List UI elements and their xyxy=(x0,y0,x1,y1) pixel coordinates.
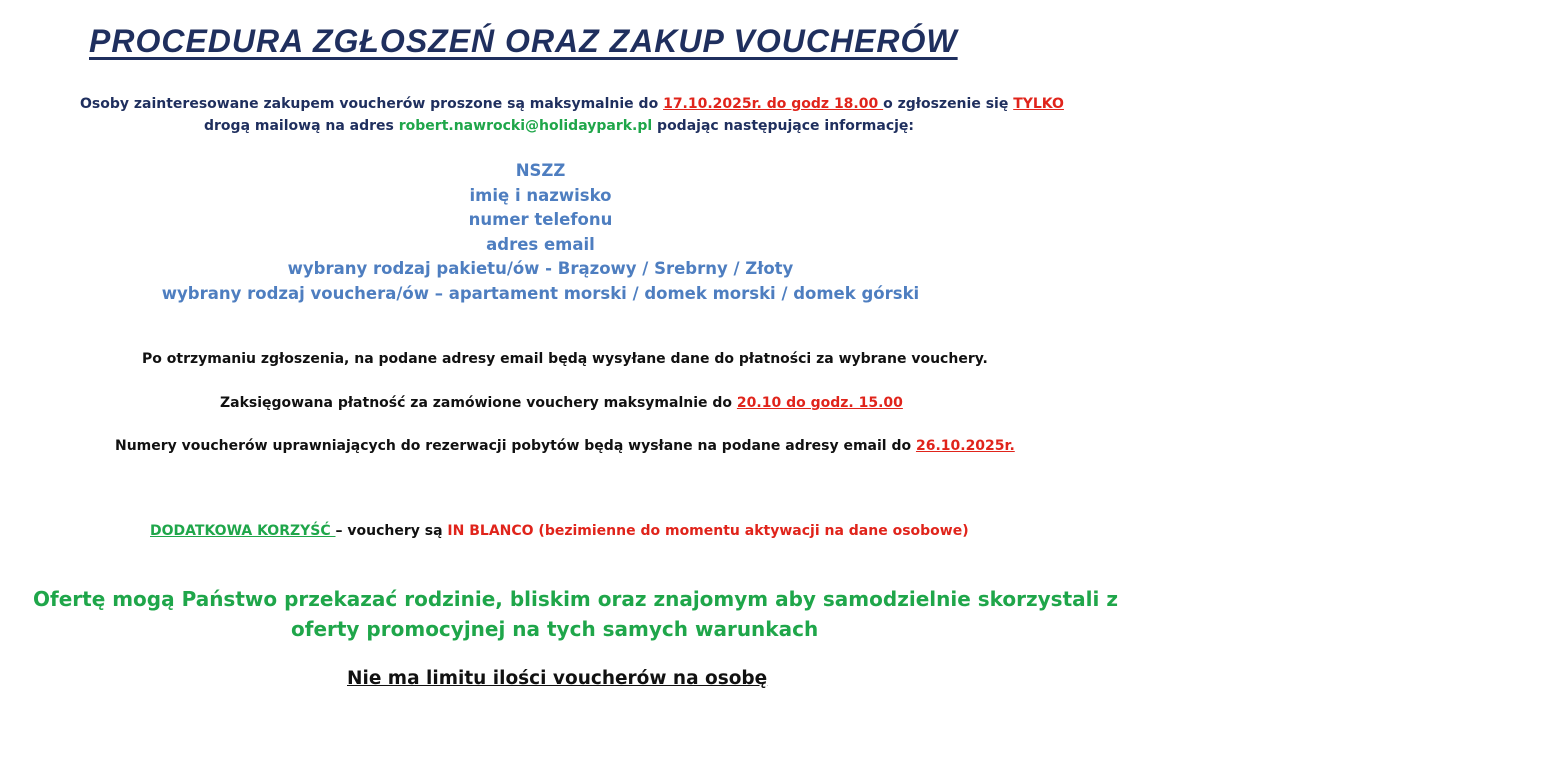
benefit-highlight: IN BLANCO (bezimienne do momentu aktywacji na dane osobowe) xyxy=(447,523,969,539)
payment-info: Po otrzymaniu zgłoszenia, na podane adresy email będą wysyłane dane do płatności za wybrane vouchery. xyxy=(142,351,988,367)
voucher-numbers-text: Numery voucherów uprawniających do rezerwacji pobytów będą wysłane na podane adresy email do xyxy=(115,438,916,454)
intro-emphasis: TYLKO xyxy=(1013,96,1064,112)
registration-deadline: 17.10.2025r. do godz 18.00 xyxy=(663,96,884,112)
page-title: PROCEDURA ZGŁOSZEŃ ORAZ ZAKUP VOUCHERÓW xyxy=(89,23,958,59)
info-item-name: imię i nazwisko xyxy=(469,186,612,205)
info-item-phone: numer telefonu xyxy=(468,210,613,229)
intro-text-2: drogą mailową na adres xyxy=(204,118,399,134)
intro-line-2 xyxy=(204,118,1404,134)
info-item-voucher-type: wybrany rodzaj vouchera/ów – apartament morski / domek morski / domek górski xyxy=(161,284,920,303)
intro-text-suffix: o zgłoszenie się xyxy=(883,96,1014,112)
info-item-nszz: NSZZ xyxy=(515,161,566,180)
no-limit-note: Nie ma limitu ilości voucherów na osobę xyxy=(347,668,768,689)
offer-line-1: Ofertę mogą Państwo przekazać rodzinie, bliskim oraz znajomym aby samodzielnie skorzystali z xyxy=(33,587,1118,611)
payment-deadline-text: Zaksięgowana płatność za zamówione vouchery maksymalnie do xyxy=(220,395,737,411)
intro-text: Osoby zainteresowane zakupem voucherów proszone są maksymalnie do xyxy=(80,96,664,112)
info-item-package: wybrany rodzaj pakietu/ów - Brązowy / Srebrny / Złoty xyxy=(287,259,794,278)
offer-line-2: oferty promocyjnej na tych samych warunkach xyxy=(291,617,819,641)
benefit-line xyxy=(150,523,1350,539)
intro-line-1 xyxy=(80,96,1280,112)
payment-deadline-date: 20.10 do godz. 15.00 xyxy=(736,395,903,411)
payment-deadline-line xyxy=(220,395,1420,411)
info-item-email: adres email xyxy=(486,235,595,254)
voucher-numbers-line xyxy=(115,438,1315,454)
benefit-middle: – vouchery są xyxy=(335,523,448,539)
voucher-numbers-date: 26.10.2025r. xyxy=(915,438,1015,454)
email-link[interactable]: robert.nawrocki@holidaypark.pl xyxy=(398,118,653,134)
benefit-label: DODATKOWA KORZYŚĆ xyxy=(150,523,336,539)
intro-text-2-suffix: podając następujące informację: xyxy=(652,118,915,134)
